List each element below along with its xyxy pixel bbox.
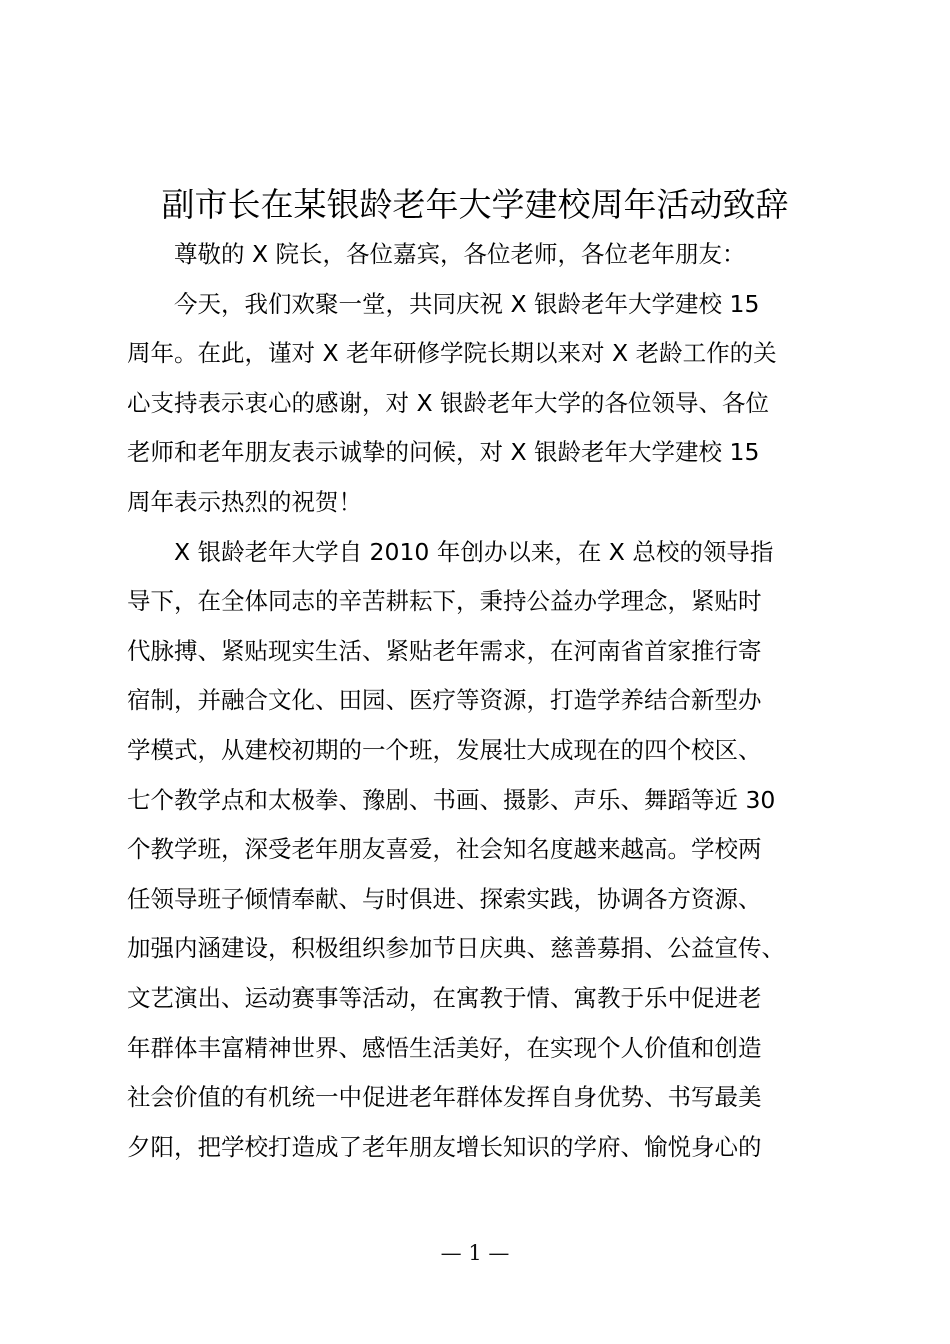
text-line: 导下，在全体同志的辛苦耕耘下，秉持公益办学理念，紧贴时: [127, 587, 762, 616]
paragraph-1: [127, 280, 833, 528]
paragraph-2: [127, 528, 833, 1173]
text-line: 周年表示热烈的祝贺！: [127, 487, 362, 516]
text-line: 七个教学点和太极拳、豫剧、书画、摄影、声乐、舞蹈等近 30: [127, 785, 776, 814]
text-line: 周年。在此，谨对 X 老年研修学院长期以来对 X 老龄工作的关: [127, 339, 777, 368]
text-line: 任领导班子倾情奉献、与时俱进、探索实践，协调各方资源、: [127, 884, 762, 913]
text-line: 代脉搏、紧贴现实生活、紧贴老年需求，在河南省首家推行寄: [127, 636, 762, 665]
document-body: [127, 230, 833, 1172]
text-line: 社会价值的有机统一中促进老年群体发挥自身优势、书写最美: [127, 1083, 762, 1112]
text-line: 年群体丰富精神世界、感悟生活美好，在实现个人价值和创造: [127, 1033, 762, 1062]
text-line: 心支持表示衷心的感谢，对 X 银龄老年大学的各位领导、各位: [127, 388, 770, 417]
text-line: 文艺演出、运动赛事等活动，在寓教于情、寓教于乐中促进老: [127, 983, 762, 1012]
page-number: — 1 —: [440, 1241, 510, 1265]
text-line: 宿制，并融合文化、田园、医疗等资源，打造学养结合新型办: [127, 686, 762, 715]
text-line: 夕阳，把学校打造成了老年朋友增长知识的学府、愉悦身心的: [127, 1132, 762, 1161]
text-line: 老师和老年朋友表示诚挚的问候，对 X 银龄老年大学建校 15: [127, 438, 760, 467]
text-line: 今天，我们欢聚一堂，共同庆祝 X 银龄老年大学建校 15: [174, 289, 760, 318]
document-title: 副市长在某银龄老年大学建校周年活动致辞: [161, 185, 789, 224]
salutation: [127, 230, 833, 280]
text-line: X 银龄老年大学自 2010 年创办以来，在 X 总校的领导指: [174, 537, 774, 566]
text-line: 学模式，从建校初期的一个班，发展壮大成现在的四个校区、: [127, 735, 762, 764]
text-line: 个教学班，深受老年朋友喜爱，社会知名度越来越高。学校两: [127, 835, 762, 864]
text-line: 加强内涵建设，积极组织参加节日庆典、慈善募捐、公益宣传、: [127, 934, 785, 963]
text-line: 尊敬的 X 院长，各位嘉宾，各位老师，各位老年朋友：: [174, 240, 746, 268]
